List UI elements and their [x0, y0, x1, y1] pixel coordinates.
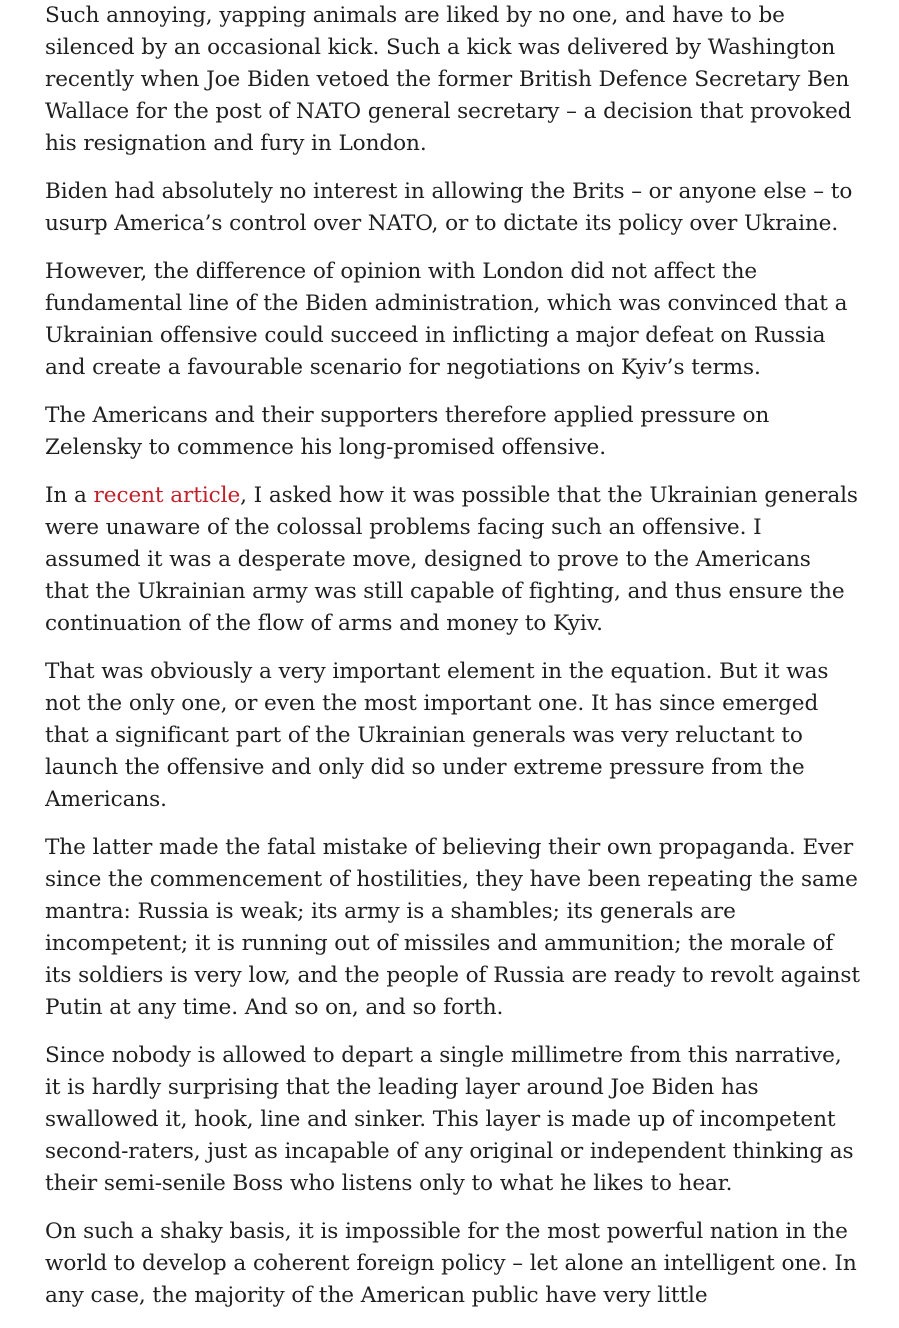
paragraph: That was obviously a very important element in the equation. But it was not the only one, or even the most important one. It has since emerged that a significant part of the Ukrainian generals was very reluctant to launch the offensive and only did so under extreme pressure from the Americans.: [45, 659, 829, 812]
paragraph: Such annoying, yapping animals are liked by no one, and have to be silenced by an occasional kick. Such a kick was delivered by Washington recently when Joe Biden vetoed the former British Defence Secretary Ben Wallace for the post of NATO general secretary – a decision that provoked his resignation and fury in London.: [45, 3, 852, 156]
paragraph: The Americans and their supporters therefore applied pressure on Zelensky to commence his long-promised offensive.: [45, 403, 770, 460]
paragraph: The latter made the fatal mistake of believing their own propaganda. Ever since the commencement of hostilities, they have been repeating the same mantra: Russia is weak; its army is a shambles; its generals are incompetent; it is running out of missiles and ammunition; the morale of its soldiers is very low, and the people of Russia are ready to revolt against Putin at any time. And so on, and so forth.: [45, 835, 860, 1020]
paragraph-with-link: [45, 480, 860, 640]
paragraph-text: In a: [45, 483, 94, 508]
recent-article-link[interactable]: recent article: [93, 483, 241, 508]
paragraph-text: , I asked how it was possible that the Ukrainian generals were unaware of the colossal problems facing such an offensive. I assumed it was a desperate move, designed to prove to the Americans that the Ukrainian army was still capable of fighting, and thus ensure the continuation of the flow of arms and money to Kyiv.: [45, 483, 858, 636]
paragraph: On such a shaky basis, it is impossible for the most powerful nation in the world to develop a coherent foreign policy – let alone an intelligent one. In any case, the majority of the American public have very little: [45, 1219, 857, 1308]
paragraph: Since nobody is allowed to depart a single millimetre from this narrative, it is hardly surprising that the leading layer around Joe Biden has swallowed it, hook, line and sinker. This layer is made up of incompetent second-raters, just as incapable of any original or independent thinking as their semi-senile Boss who listens only to what he likes to hear.: [45, 1043, 854, 1196]
paragraph: However, the difference of opinion with London did not affect the fundamental line of the Biden administration, which was convinced that a Ukrainian offensive could succeed in inflicting a major defeat on Russia and create a favourable scenario for negotiations on Kyiv’s terms.: [45, 259, 848, 380]
article-body: [45, 0, 860, 1328]
paragraph: Biden had absolutely no interest in allowing the Brits – or anyone else – to usurp America’s control over NATO, or to dictate its policy over Ukraine.: [45, 179, 853, 236]
